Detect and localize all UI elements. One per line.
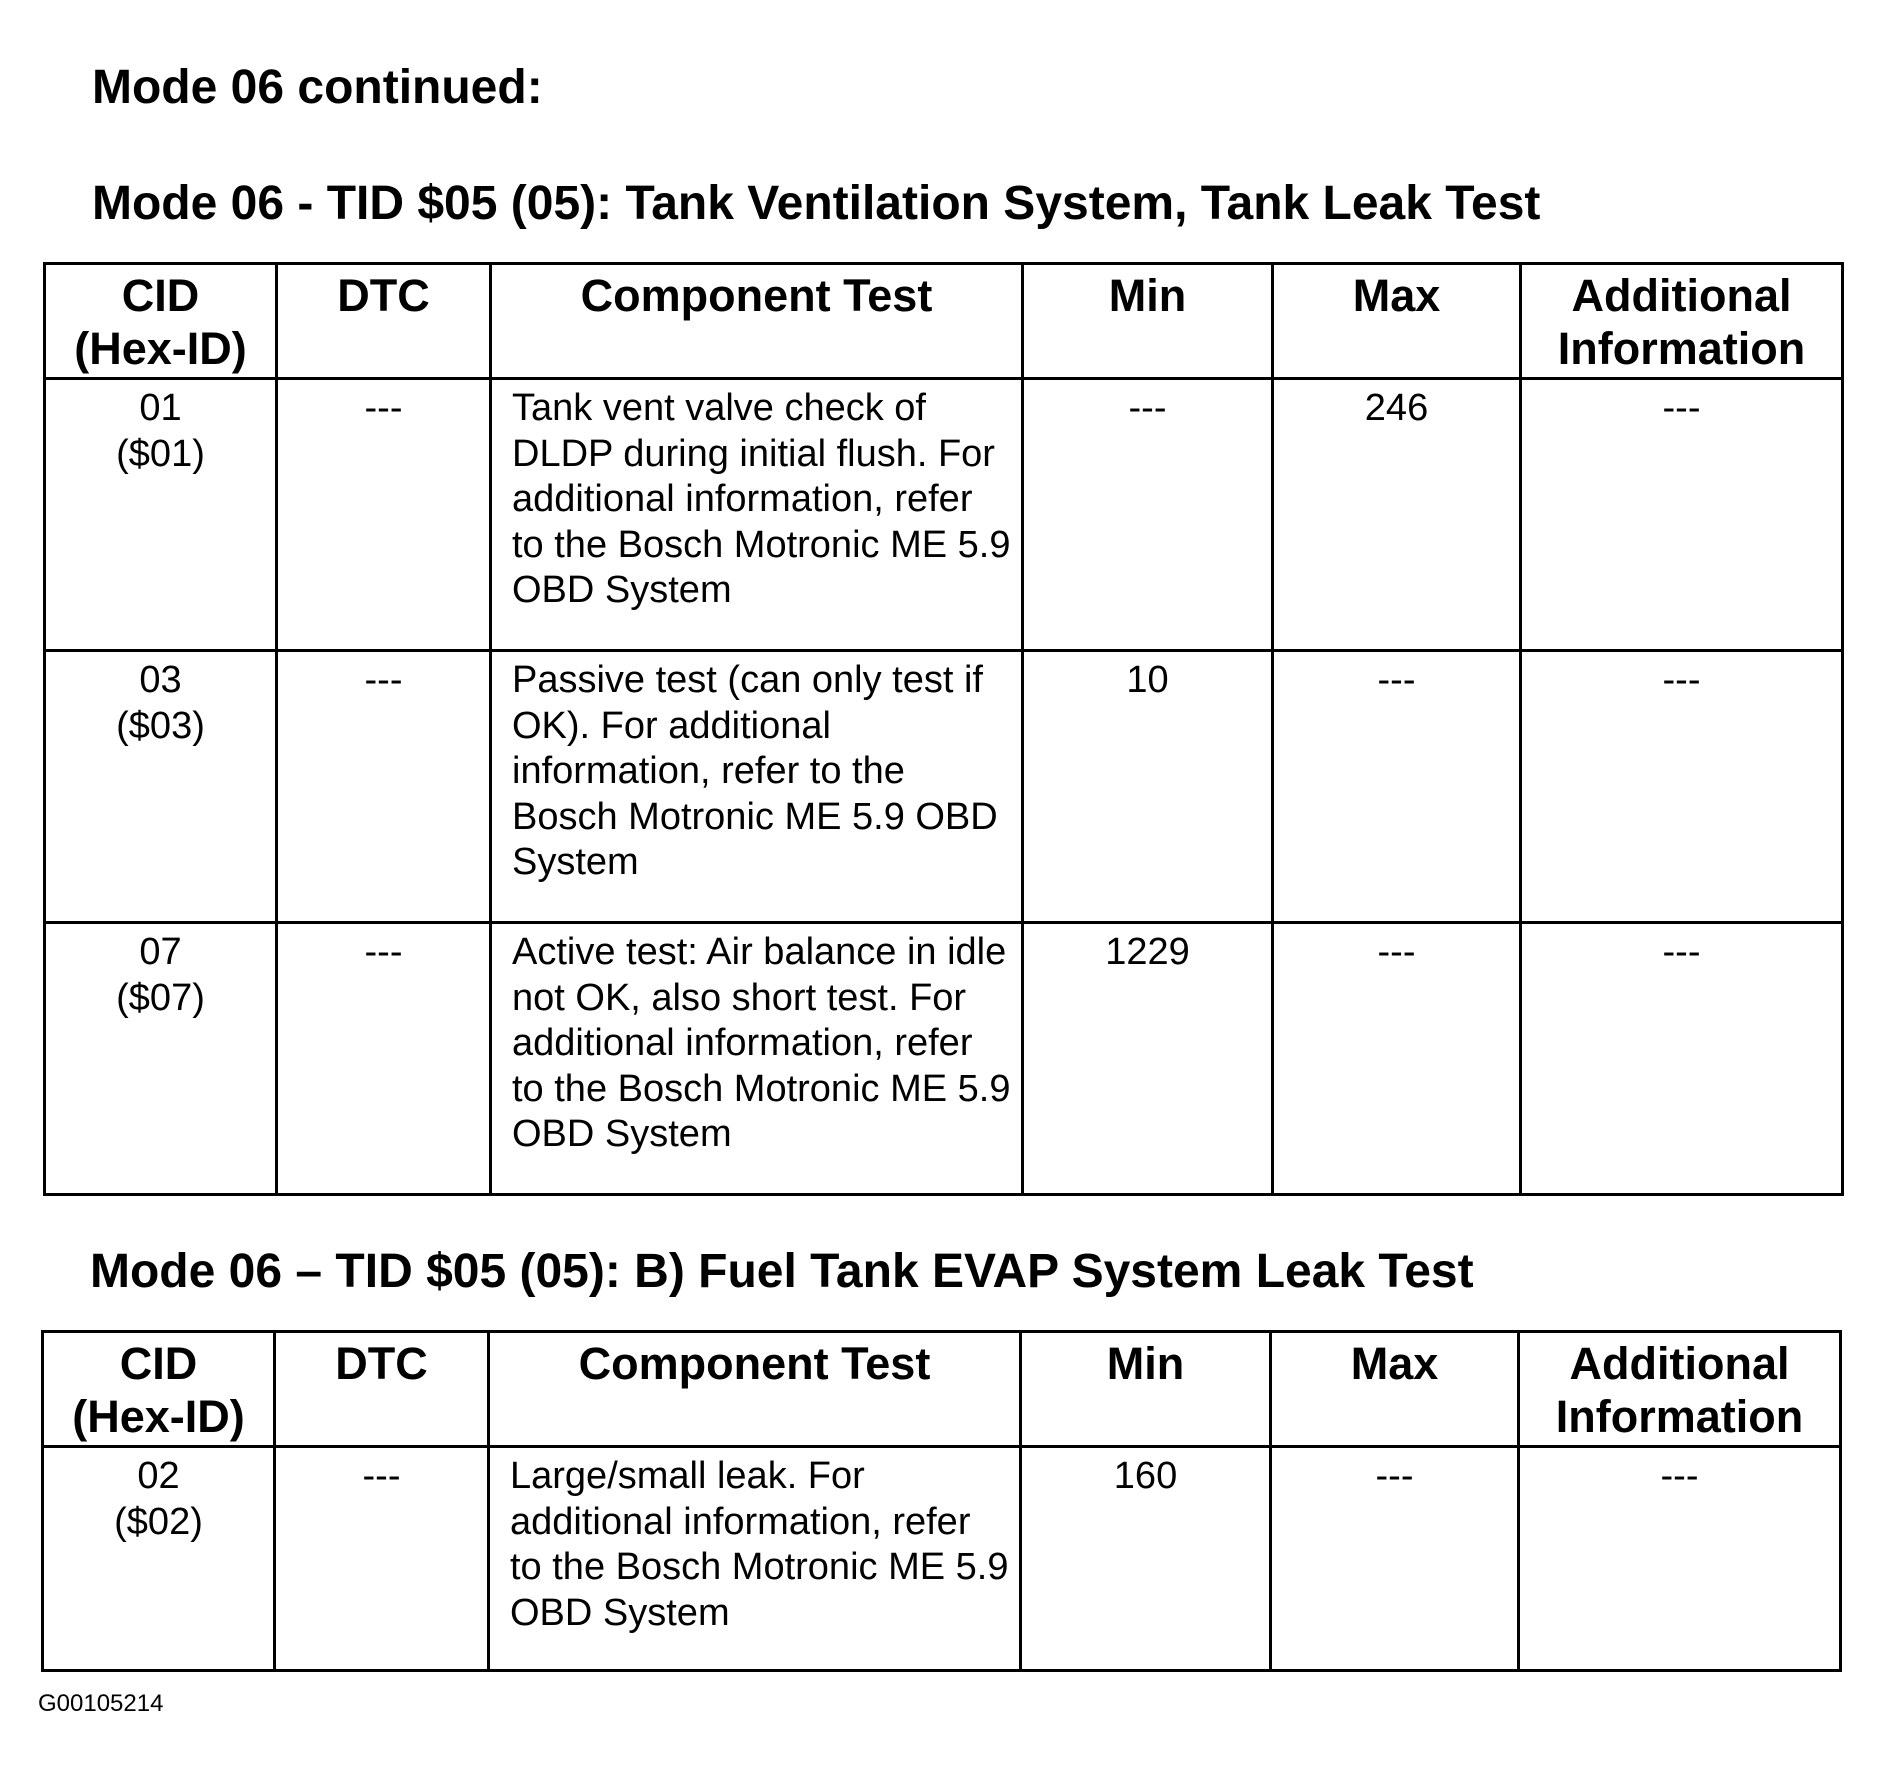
table-row: [45, 923, 1843, 1195]
header-dtc: DTC: [275, 1332, 489, 1447]
header-max: Max: [1271, 1332, 1519, 1447]
cell-max: ---: [1273, 651, 1521, 923]
table-row: [43, 1447, 1841, 1671]
cell-additional-information: ---: [1521, 651, 1843, 923]
table1-title: Mode 06 - TID $05 (05): Tank Ventilation System, Tank Leak Test: [92, 177, 1541, 230]
cell-dtc: ---: [277, 379, 491, 651]
cell-min: 160: [1021, 1447, 1271, 1671]
header-cid: CID (Hex-ID): [45, 264, 277, 379]
cell-cid: 07 ($07): [45, 923, 277, 1195]
header-additional-information: Additional Information: [1519, 1332, 1841, 1447]
page-heading: Mode 06 continued:: [92, 61, 543, 114]
header-dtc: DTC: [277, 264, 491, 379]
cell-additional-information: ---: [1521, 379, 1843, 651]
header-additional-information: Additional Information: [1521, 264, 1843, 379]
cell-cid: 03 ($03): [45, 651, 277, 923]
tank-ventilation-table: [43, 262, 1844, 1196]
table1-header-row: [45, 264, 1843, 379]
cell-component-test: Passive test (can only test if OK). For additional information, refer to the Bosch Motronic ME 5.9 OBD System: [491, 651, 1023, 923]
cell-max: ---: [1273, 923, 1521, 1195]
cell-dtc: ---: [275, 1447, 489, 1671]
cell-max: 246: [1273, 379, 1521, 651]
cell-component-test: Active test: Air balance in idle not OK, also short test. For additional information, refer to the Bosch Motronic ME 5.9 OBD System: [491, 923, 1023, 1195]
cell-min: 10: [1023, 651, 1273, 923]
cell-dtc: ---: [277, 923, 491, 1195]
header-max: Max: [1273, 264, 1521, 379]
table-row: [45, 651, 1843, 923]
cell-cid: 02 ($02): [43, 1447, 275, 1671]
cell-component-test: Tank vent valve check of DLDP during initial flush. For additional information, refer to the Bosch Motronic ME 5.9 OBD System: [491, 379, 1023, 651]
cell-min: 1229: [1023, 923, 1273, 1195]
fuel-tank-evap-table: [41, 1330, 1842, 1672]
header-min: Min: [1023, 264, 1273, 379]
cell-component-test: Large/small leak. For additional information, refer to the Bosch Motronic ME 5.9 OBD System: [489, 1447, 1021, 1671]
cell-additional-information: ---: [1519, 1447, 1841, 1671]
figure-id: G00105214: [38, 1690, 164, 1717]
cell-additional-information: ---: [1521, 923, 1843, 1195]
header-component-test: Component Test: [491, 264, 1023, 379]
header-cid: CID (Hex-ID): [43, 1332, 275, 1447]
header-min: Min: [1021, 1332, 1271, 1447]
table2-title: Mode 06 – TID $05 (05): B) Fuel Tank EVAP System Leak Test: [90, 1245, 1474, 1298]
cell-max: ---: [1271, 1447, 1519, 1671]
table-row: [45, 379, 1843, 651]
header-component-test: Component Test: [489, 1332, 1021, 1447]
cell-dtc: ---: [277, 651, 491, 923]
cell-cid: 01 ($01): [45, 379, 277, 651]
cell-min: ---: [1023, 379, 1273, 651]
table2-header-row: [43, 1332, 1841, 1447]
